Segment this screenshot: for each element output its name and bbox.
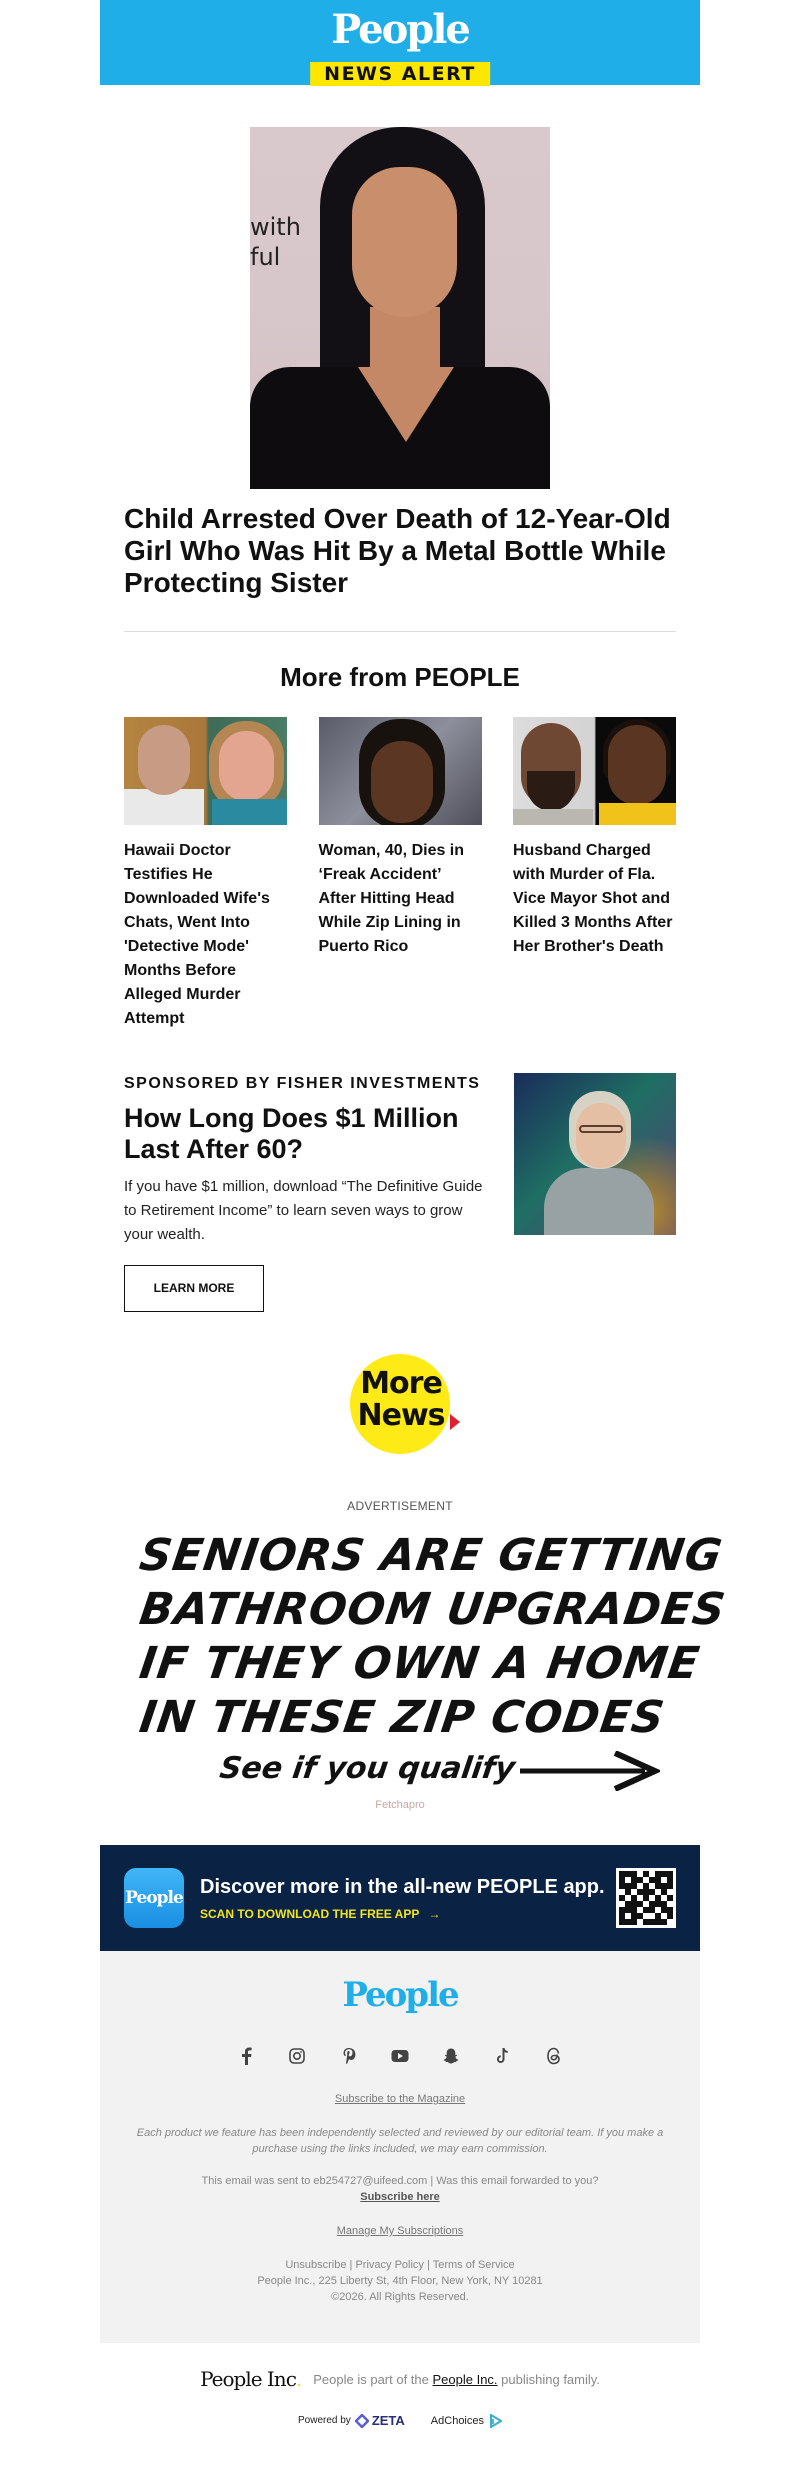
threads-icon[interactable] [543,2045,565,2067]
publishing-family-text: People is part of the People Inc. publishing family. [313,2371,600,2387]
header-banner [100,0,700,85]
story-title[interactable]: Woman, 40, Dies in ‘Freak Accident’ After Hitting Head While Zip Lining in Puerto Rico [318,842,465,955]
advertisement-label: ADVERTISEMENT [347,1499,453,1513]
story-image[interactable] [513,717,676,825]
story-image[interactable] [124,717,287,825]
story-title[interactable]: Hawaii Doctor Testifies He Downloaded Wife's Chats, Went Into 'Detective Mode' Months Before Alleged Murder Attempt [124,842,270,1027]
news-alert-badge: NEWS ALERT [310,62,490,86]
play-arrow-icon [450,1414,460,1430]
people-logo[interactable]: People [331,6,469,53]
story-image[interactable] [319,717,482,825]
more-news-logo[interactable]: More News [100,1354,700,1459]
story-card[interactable] [124,717,287,1031]
hero-background-text: with ful [250,213,301,271]
learn-more-button[interactable]: LEARN MORE [124,1265,264,1312]
ad-brand: Fetchapro [375,1799,425,1811]
arrow-right-icon: → [428,1906,441,1921]
divider [124,631,676,632]
affiliate-disclaimer: Each product we feature has been independently selected and reviewed by our editorial team. If you make a purchase using the links included, we may earn commission. [136,2127,664,2155]
tiktok-icon[interactable] [492,2045,514,2067]
social-links [235,2045,565,2067]
facebook-icon[interactable] [235,2045,257,2067]
app-banner-subtitle[interactable]: SCAN TO DOWNLOAD THE FREE APP → [200,1906,441,1921]
app-banner-title[interactable]: Discover more in the all-new PEOPLE app. [200,1875,605,1898]
story-card[interactable] [319,717,482,1031]
footer-people-logo[interactable]: People [342,1975,458,2015]
arrow-right-icon [520,1751,660,1791]
manage-subscriptions-link[interactable]: Manage My Subscriptions [336,2225,464,2237]
story-card[interactable] [513,717,676,1031]
email-sent-info: This email was sent to eb254727@uifeed.com | Was this email forwarded to you? Subscribe here [124,2173,676,2205]
more-from-title: More from PEOPLE [280,662,520,692]
powered-by-label: Powered by [298,2415,351,2426]
hero-headline[interactable]: Child Arrested Over Death of 12-Year-Old Girl Who Was Hit By a Metal Bottle While Protecting Sister [124,503,671,598]
people-app-icon[interactable]: People [124,1868,184,1928]
youtube-icon[interactable] [389,2045,411,2067]
sponsored-description: If you have $1 million, download “The Definitive Guide to Retirement Income” to learn seven ways to grow your wealth. [124,1178,483,1243]
email-container [100,0,729,2448]
people-inc-link[interactable]: People Inc. [432,2371,498,2387]
story-title[interactable]: Husband Charged with Murder of Fla. Vice Mayor Shot and Killed 3 Months After Her Brother's Death [513,842,673,955]
pinterest-icon[interactable] [338,2045,360,2067]
snapchat-icon[interactable] [440,2045,462,2067]
subscribe-here-link[interactable]: Subscribe here [360,2191,440,2203]
people-inc-logo[interactable]: People Inc. [200,2367,302,2391]
hero-image[interactable] [250,127,550,489]
bottom-section [100,2343,700,2448]
zeta-icon [355,2414,369,2428]
privacy-policy-link[interactable]: Privacy Policy [355,2259,424,2271]
terms-link[interactable]: Terms of Service [432,2259,515,2271]
instagram-icon[interactable] [286,2045,308,2067]
sponsored-label: SPONSORED BY FISHER INVESTMENTS [124,1075,481,1092]
copyright: ©2026. All Rights Reserved. [331,2291,469,2303]
legal-links: Unsubscribe | Privacy Policy | Terms of Service People Inc., 225 Liberty St, 4th Floor, New York, NY 10281 ©2026. All Rights Reserved. [124,2257,676,2305]
footer [100,1951,700,2343]
sponsored-image[interactable] [514,1073,676,1235]
ad-cta[interactable]: See if you qualify [217,1751,518,1786]
adchoices-link[interactable]: AdChoices [431,2414,502,2428]
company-address: People Inc., 225 Liberty St, 4th Floor, New York, NY 10281 [257,2275,543,2287]
unsubscribe-link[interactable]: Unsubscribe [285,2259,347,2271]
zeta-logo[interactable]: ZETA [355,2413,405,2428]
advertisement-banner[interactable]: SENIORS ARE GETTING BATHROOM UPGRADES IF THEY OWN A HOME IN THESE ZIP CODES See if you qualify Fetchapro [136,1530,729,1811]
adchoices-icon [488,2414,502,2428]
sponsored-title[interactable]: How Long Does $1 Million Last After 60? [124,1103,459,1164]
stories-grid [100,693,700,1031]
qr-code [616,1868,676,1928]
sponsored-section [100,1031,700,1312]
subscribe-magazine-link[interactable]: Subscribe to the Magazine [334,2093,466,2105]
app-banner[interactable] [100,1845,700,1951]
